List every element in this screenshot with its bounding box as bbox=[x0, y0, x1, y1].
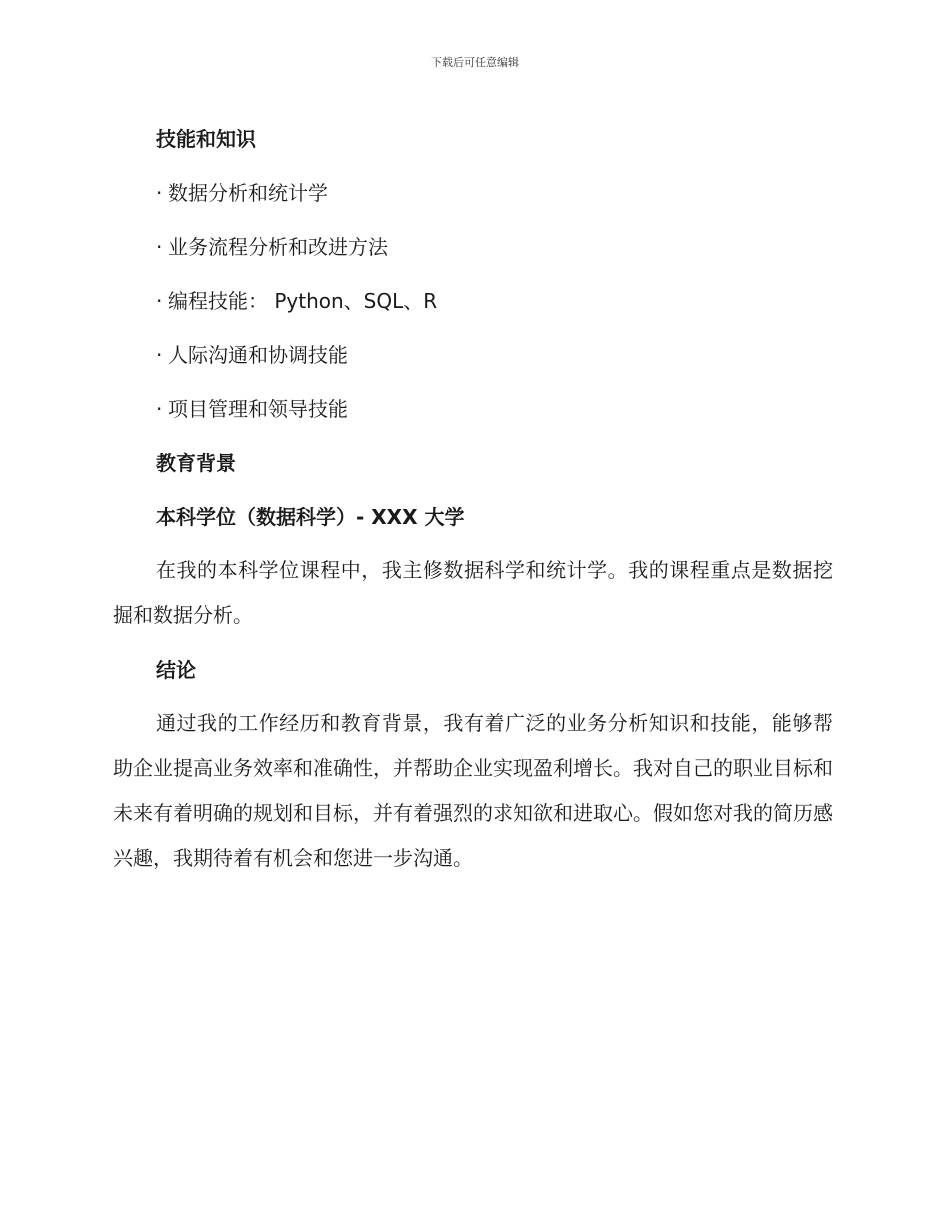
conclusion-heading: 结论 bbox=[156, 658, 196, 682]
conclusion-text: 通过我的工作经历和教育背景，我有着广泛的业务分析知识和技能，能够帮助企业提高业务效率和准确性，并帮助企业实现盈利增长。我对自己的职业目标和未来有着明确的规划和目标，并有着强烈的求知欲和进取心。假如您对我的简历感兴趣，我期待着有机会和您进一步沟通。 bbox=[113, 711, 833, 870]
skill-item bbox=[113, 382, 833, 436]
bullet-icon: · bbox=[156, 289, 163, 313]
bullet-icon: · bbox=[156, 343, 163, 367]
skill-item-text: 业务流程分析和改进方法 bbox=[168, 235, 388, 259]
header-note: 下载后可任意编辑 bbox=[431, 56, 519, 69]
skill-item-text: 数据分析和统计学 bbox=[168, 181, 328, 205]
document-content bbox=[113, 112, 833, 886]
skill-item-text: 项目管理和领导技能 bbox=[168, 397, 348, 421]
skill-item-text: 人际沟通和协调技能 bbox=[168, 343, 348, 367]
bullet-icon: · bbox=[156, 181, 163, 205]
skills-heading: 技能和知识 bbox=[156, 127, 256, 151]
skill-item bbox=[113, 274, 833, 328]
education-description: 在我的本科学位课程中，我主修数据科学和统计学。我的课程重点是数据挖掘和数据分析。 bbox=[113, 558, 833, 627]
skill-item-text: 编程技能： Python、SQL、R bbox=[168, 289, 438, 313]
education-heading: 教育背景 bbox=[156, 451, 236, 475]
skill-item bbox=[113, 220, 833, 274]
skill-item bbox=[113, 328, 833, 382]
degree-title: 本科学位（数据科学）- XXX 大学 bbox=[156, 505, 465, 529]
bullet-icon: · bbox=[156, 397, 163, 421]
skills-list bbox=[113, 166, 833, 436]
bullet-icon: · bbox=[156, 235, 163, 259]
skill-item bbox=[113, 166, 833, 220]
